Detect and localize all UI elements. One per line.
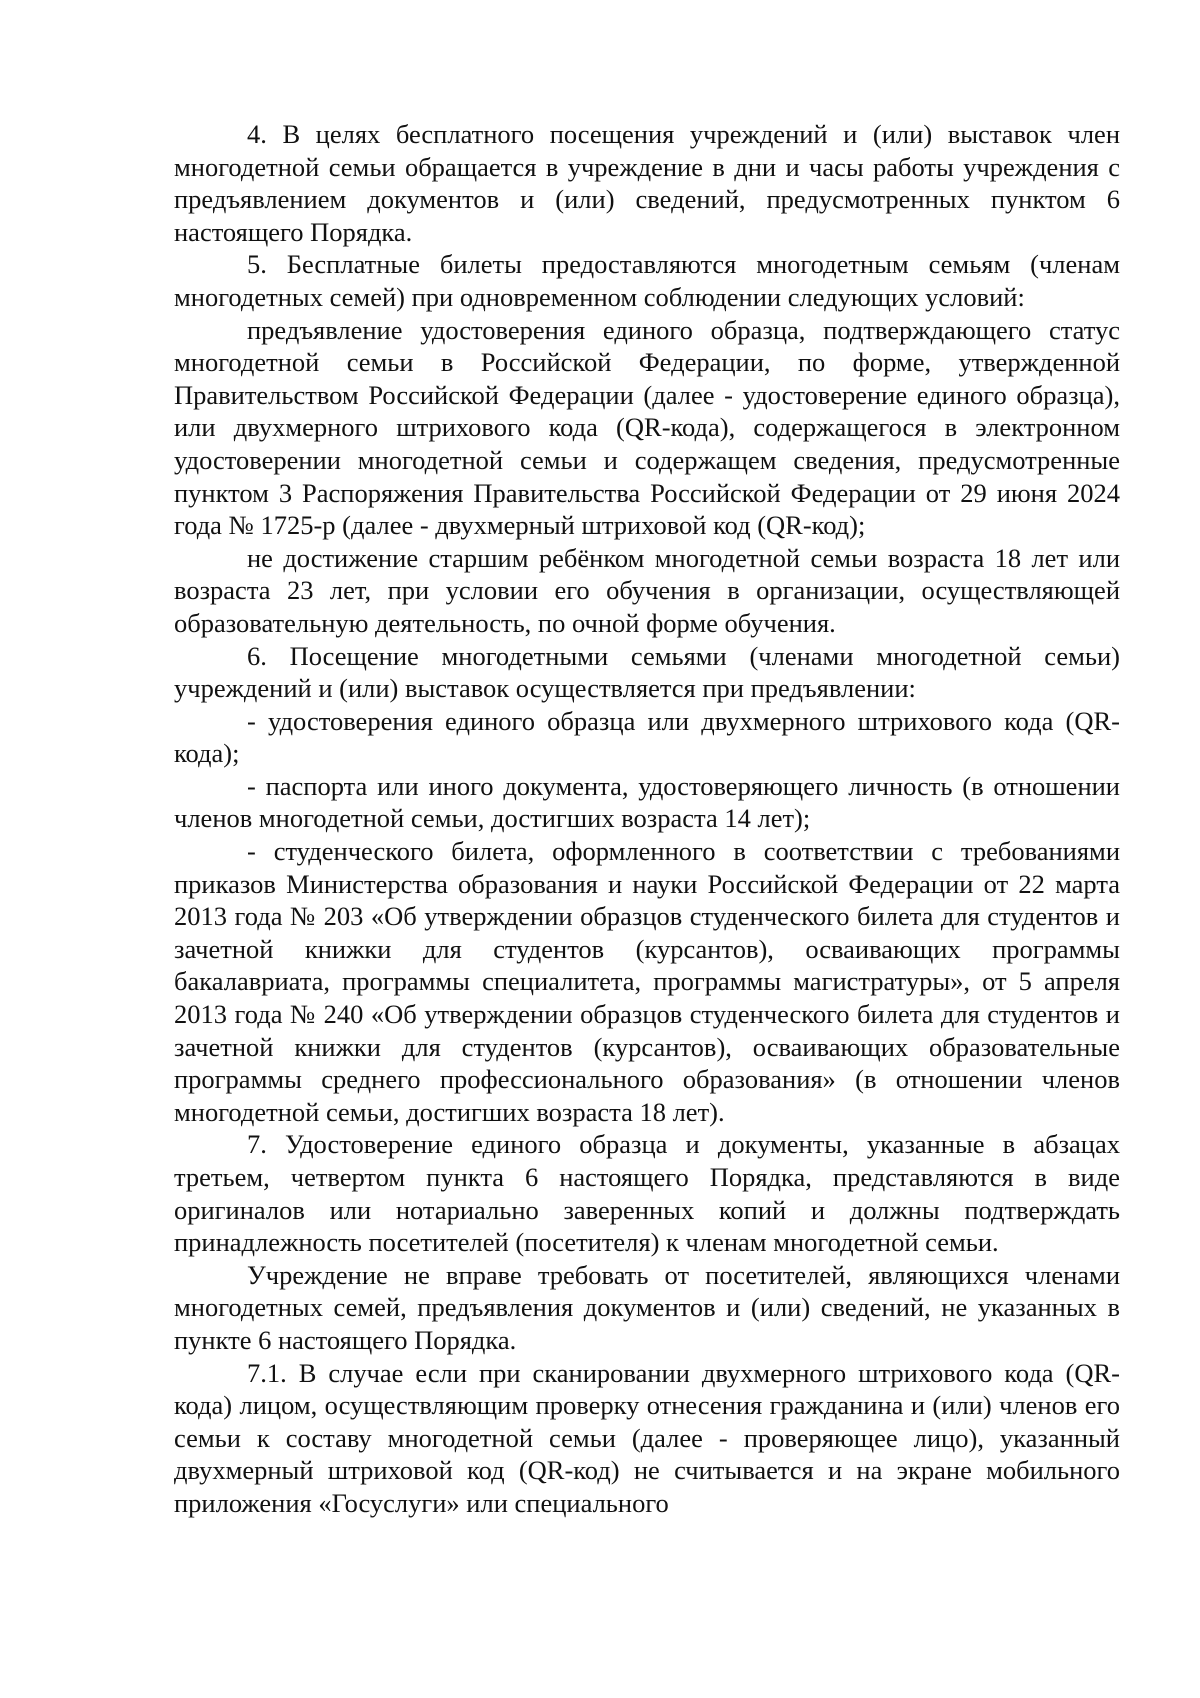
paragraph-list-student-card: - студенческого билета, оформленного в соответствии с требованиями приказов Министерства образования и науки Российской Федерации от 22 марта 2013 года № 203 «Об утверждении образцов студенческого билета для студентов и зачетной книжки для студентов (курсантов), осваивающих программы бакалавриата, программы специалитета, программы магистратуры», от 5 апреля 2013 года № 240 «Об утверждении образцов студенческого билета для студентов и зачетной книжки для студентов (курсантов), осваивающих образовательные программы среднего профессионального образования» (в отношении членов многодетной семьи, достигших возраста 18 лет). <box>174 836 1120 1127</box>
paragraph-item-7: 7. Удостоверение единого образца и документы, указанные в абзацах третьем, четвертом пункта 6 настоящего Порядка, представляются в виде оригиналов или нотариально заверенных копий и должны подтверждать принадлежность посетителей (посетителя) к членам многодетной семьи. <box>174 1129 1120 1258</box>
paragraph-institution-restriction: Учреждение не вправе требовать от посетителей, являющихся членами многодетных семей, предъявления документов и (или) сведений, не указанных в пункте 6 настоящего Порядка. <box>174 1259 1120 1355</box>
paragraph-item-4: 4. В целях бесплатного посещения учреждений и (или) выставок член многодетной семьи обращается в учреждение в дни и часы работы учреждения с предъявлением документов и (или) сведений, предусмотренных пунктом 6 настоящего Порядка. <box>174 119 1120 247</box>
paragraph-list-certificate: - удостоверения единого образца или двухмерного штрихового кода (QR-кода); <box>174 705 1120 769</box>
paragraph-list-passport: - паспорта или иного документа, удостоверяющего личность (в отношении членов многодетной семьи, достигших возраста 14 лет); <box>174 770 1120 834</box>
document-body <box>174 118 1120 1520</box>
paragraph-condition-age: не достижение старшим ребёнком многодетной семьи возраста 18 лет или возраста 23 лет, при условии его обучения в организации, осуществляющей образовательную деятельность, по очной форме обучения. <box>174 542 1120 638</box>
paragraph-item-7-1: 7.1. В случае если при сканировании двухмерного штрихового кода (QR-кода) лицом, осуществляющим проверку отнесения гражданина и (или) членов его семьи к составу многодетной семьи (далее - проверяющее лицо), указанный двухмерный штриховой код (QR-код) не считывается и на экране мобильного приложения «Госуслуги» или специального <box>174 1357 1120 1518</box>
paragraph-condition-certificate: предъявление удостоверения единого образца, подтверждающего статус многодетной семьи в Российской Федерации, по форме, утвержденной Правительством Российской Федерации (далее - удостоверение единого образца), или двухмерного штрихового кода (QR-кода), содержащегося в электронном удостоверении многодетной семьи и содержащем сведения, предусмотренные пунктом 3 Распоряжения Правительства Российской Федерации от 29 июня 2024 года № 1725-р (далее - двухмерный штриховой код (QR-код); <box>174 314 1120 541</box>
paragraph-item-5: 5. Бесплатные билеты предоставляются многодетным семьям (членам многодетных семей) при одновременном соблюдении следующих условий: <box>174 249 1120 312</box>
paragraph-item-6: 6. Посещение многодетными семьями (членами многодетной семьи) учреждений и (или) выставок осуществляется при предъявлении: <box>174 640 1120 704</box>
